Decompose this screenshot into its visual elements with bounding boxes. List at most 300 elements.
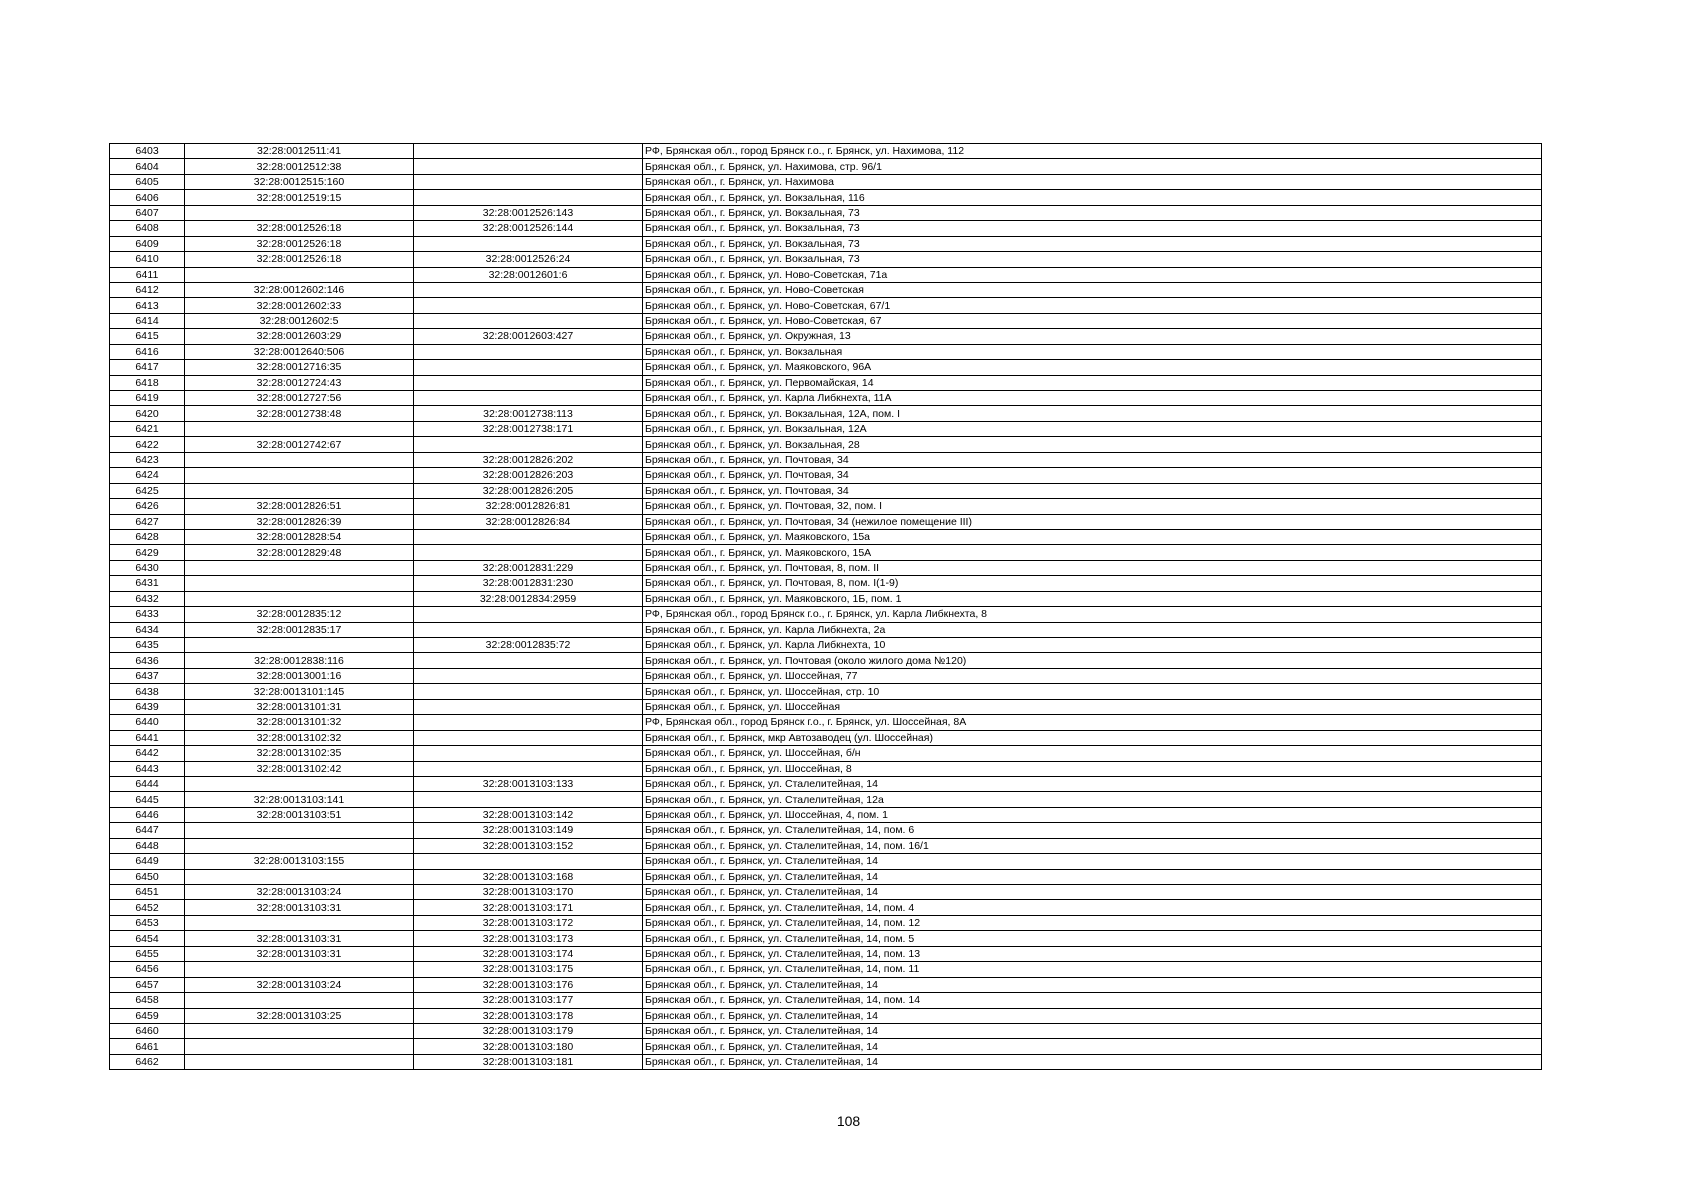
land-cadastral-number-cell: 32:28:0013101:32 bbox=[185, 715, 414, 730]
land-cadastral-number-cell: 32:28:0012826:51 bbox=[185, 499, 414, 514]
table-row bbox=[110, 329, 1542, 344]
address-cell: Брянская обл., г. Брянск, ул. Маяковского, 15а bbox=[643, 529, 1542, 544]
object-cadastral-number-cell bbox=[414, 391, 643, 406]
table-row bbox=[110, 313, 1542, 328]
address-cell: Брянская обл., г. Брянск, ул. Почтовая, 8, пом. I(1-9) bbox=[643, 576, 1542, 591]
row-number-cell: 6423 bbox=[110, 452, 185, 467]
table-row bbox=[110, 730, 1542, 745]
row-number-cell: 6454 bbox=[110, 931, 185, 946]
address-cell: Брянская обл., г. Брянск, ул. Шоссейная bbox=[643, 699, 1542, 714]
address-cell: Брянская обл., г. Брянск, ул. Маяковского, 15А bbox=[643, 545, 1542, 560]
row-number-cell: 6439 bbox=[110, 699, 185, 714]
table-row bbox=[110, 1023, 1542, 1038]
object-cadastral-number-cell bbox=[414, 792, 643, 807]
object-cadastral-number-cell bbox=[414, 144, 643, 159]
object-cadastral-number-cell bbox=[414, 761, 643, 776]
table-row bbox=[110, 900, 1542, 915]
object-cadastral-number-cell bbox=[414, 159, 643, 174]
address-cell: Брянская обл., г. Брянск, мкр Автозаводец (ул. Шоссейная) bbox=[643, 730, 1542, 745]
table-row bbox=[110, 174, 1542, 189]
object-cadastral-number-cell: 32:28:0013103:181 bbox=[414, 1054, 643, 1069]
address-cell: Брянская обл., г. Брянск, ул. Сталелитейная, 14 bbox=[643, 776, 1542, 791]
table-row bbox=[110, 622, 1542, 637]
table-row bbox=[110, 653, 1542, 668]
object-cadastral-number-cell: 32:28:0012738:171 bbox=[414, 421, 643, 436]
land-cadastral-number-cell: 32:28:0013103:141 bbox=[185, 792, 414, 807]
object-cadastral-number-cell bbox=[414, 529, 643, 544]
table-row bbox=[110, 1054, 1542, 1069]
object-cadastral-number-cell: 32:28:0012603:427 bbox=[414, 329, 643, 344]
address-cell: Брянская обл., г. Брянск, ул. Сталелитейная, 14 bbox=[643, 854, 1542, 869]
address-cell: Брянская обл., г. Брянск, ул. Сталелитейная, 14 bbox=[643, 885, 1542, 900]
land-cadastral-number-cell bbox=[185, 267, 414, 282]
address-cell: Брянская обл., г. Брянск, ул. Сталелитейная, 14, пом. 12 bbox=[643, 915, 1542, 930]
row-number-cell: 6415 bbox=[110, 329, 185, 344]
address-cell: Брянская обл., г. Брянск, ул. Окружная, 13 bbox=[643, 329, 1542, 344]
address-cell: Брянская обл., г. Брянск, ул. Сталелитейная, 14, пом. 4 bbox=[643, 900, 1542, 915]
object-cadastral-number-cell bbox=[414, 190, 643, 205]
land-cadastral-number-cell: 32:28:0013103:25 bbox=[185, 1008, 414, 1023]
row-number-cell: 6422 bbox=[110, 437, 185, 452]
row-number-cell: 6407 bbox=[110, 205, 185, 220]
row-number-cell: 6419 bbox=[110, 391, 185, 406]
row-number-cell: 6451 bbox=[110, 885, 185, 900]
object-cadastral-number-cell: 32:28:0013103:152 bbox=[414, 838, 643, 853]
address-cell: Брянская обл., г. Брянск, ул. Почтовая, 34 (нежилое помещение III) bbox=[643, 514, 1542, 529]
address-cell: Брянская обл., г. Брянск, ул. Почтовая (около жилого дома №120) bbox=[643, 653, 1542, 668]
object-cadastral-number-cell bbox=[414, 282, 643, 297]
object-cadastral-number-cell: 32:28:0013103:177 bbox=[414, 993, 643, 1008]
address-cell: Брянская обл., г. Брянск, ул. Карла Либкнехта, 2а bbox=[643, 622, 1542, 637]
address-cell: Брянская обл., г. Брянск, ул. Вокзальная, 116 bbox=[643, 190, 1542, 205]
row-number-cell: 6459 bbox=[110, 1008, 185, 1023]
registry-table-body bbox=[110, 144, 1542, 1070]
address-cell: Брянская обл., г. Брянск, ул. Ново-Советская bbox=[643, 282, 1542, 297]
object-cadastral-number-cell: 32:28:0013103:171 bbox=[414, 900, 643, 915]
land-cadastral-number-cell: 32:28:0013102:32 bbox=[185, 730, 414, 745]
object-cadastral-number-cell bbox=[414, 375, 643, 390]
object-cadastral-number-cell bbox=[414, 653, 643, 668]
land-cadastral-number-cell: 32:28:0013103:51 bbox=[185, 807, 414, 822]
land-cadastral-number-cell: 32:28:0013102:35 bbox=[185, 746, 414, 761]
land-cadastral-number-cell: 32:28:0012838:116 bbox=[185, 653, 414, 668]
row-number-cell: 6428 bbox=[110, 529, 185, 544]
table-row bbox=[110, 221, 1542, 236]
address-cell: Брянская обл., г. Брянск, ул. Сталелитейная, 14, пом. 13 bbox=[643, 946, 1542, 961]
page-number: 108 bbox=[836, 1113, 861, 1129]
land-cadastral-number-cell: 32:28:0013101:31 bbox=[185, 699, 414, 714]
row-number-cell: 6418 bbox=[110, 375, 185, 390]
address-cell: Брянская обл., г. Брянск, ул. Сталелитейная, 14 bbox=[643, 1039, 1542, 1054]
address-cell: Брянская обл., г. Брянск, ул. Вокзальная, 73 bbox=[643, 221, 1542, 236]
table-row bbox=[110, 499, 1542, 514]
land-cadastral-number-cell bbox=[185, 962, 414, 977]
object-cadastral-number-cell bbox=[414, 174, 643, 189]
address-cell: Брянская обл., г. Брянск, ул. Нахимова bbox=[643, 174, 1542, 189]
table-row bbox=[110, 360, 1542, 375]
address-cell: Брянская обл., г. Брянск, ул. Карла Либкнехта, 11А bbox=[643, 391, 1542, 406]
row-number-cell: 6460 bbox=[110, 1023, 185, 1038]
row-number-cell: 6404 bbox=[110, 159, 185, 174]
land-cadastral-number-cell: 32:28:0012526:18 bbox=[185, 221, 414, 236]
row-number-cell: 6411 bbox=[110, 267, 185, 282]
land-cadastral-number-cell bbox=[185, 776, 414, 791]
row-number-cell: 6416 bbox=[110, 344, 185, 359]
address-cell: Брянская обл., г. Брянск, ул. Карла Либкнехта, 10 bbox=[643, 638, 1542, 653]
land-cadastral-number-cell bbox=[185, 576, 414, 591]
address-cell: Брянская обл., г. Брянск, ул. Маяковского, 1Б, пом. 1 bbox=[643, 591, 1542, 606]
object-cadastral-number-cell: 32:28:0013103:142 bbox=[414, 807, 643, 822]
land-cadastral-number-cell: 32:28:0012835:12 bbox=[185, 607, 414, 622]
table-row bbox=[110, 838, 1542, 853]
table-row bbox=[110, 869, 1542, 884]
land-cadastral-number-cell bbox=[185, 205, 414, 220]
row-number-cell: 6421 bbox=[110, 421, 185, 436]
object-cadastral-number-cell: 32:28:0012834:2959 bbox=[414, 591, 643, 606]
table-row bbox=[110, 1008, 1542, 1023]
land-cadastral-number-cell: 32:28:0013103:31 bbox=[185, 931, 414, 946]
address-cell: Брянская обл., г. Брянск, ул. Шоссейная, 77 bbox=[643, 668, 1542, 683]
table-row bbox=[110, 823, 1542, 838]
row-number-cell: 6458 bbox=[110, 993, 185, 1008]
address-cell: Брянская обл., г. Брянск, ул. Почтовая, 8, пом. II bbox=[643, 560, 1542, 575]
land-cadastral-number-cell bbox=[185, 838, 414, 853]
address-cell: Брянская обл., г. Брянск, ул. Ново-Советская, 71а bbox=[643, 267, 1542, 282]
table-row bbox=[110, 483, 1542, 498]
land-cadastral-number-cell bbox=[185, 638, 414, 653]
object-cadastral-number-cell bbox=[414, 730, 643, 745]
object-cadastral-number-cell: 32:28:0012526:144 bbox=[414, 221, 643, 236]
table-row bbox=[110, 514, 1542, 529]
address-cell: Брянская обл., г. Брянск, ул. Почтовая, 34 bbox=[643, 468, 1542, 483]
row-number-cell: 6435 bbox=[110, 638, 185, 653]
table-row bbox=[110, 591, 1542, 606]
land-cadastral-number-cell: 32:28:0012835:17 bbox=[185, 622, 414, 637]
land-cadastral-number-cell: 32:28:0012511:41 bbox=[185, 144, 414, 159]
object-cadastral-number-cell: 32:28:0012826:203 bbox=[414, 468, 643, 483]
object-cadastral-number-cell bbox=[414, 360, 643, 375]
row-number-cell: 6440 bbox=[110, 715, 185, 730]
row-number-cell: 6444 bbox=[110, 776, 185, 791]
land-cadastral-number-cell: 32:28:0012512:38 bbox=[185, 159, 414, 174]
object-cadastral-number-cell: 32:28:0013103:173 bbox=[414, 931, 643, 946]
land-cadastral-number-cell: 32:28:0013101:145 bbox=[185, 684, 414, 699]
object-cadastral-number-cell bbox=[414, 854, 643, 869]
object-cadastral-number-cell: 32:28:0012826:202 bbox=[414, 452, 643, 467]
object-cadastral-number-cell: 32:28:0012826:81 bbox=[414, 499, 643, 514]
row-number-cell: 6414 bbox=[110, 313, 185, 328]
object-cadastral-number-cell bbox=[414, 607, 643, 622]
row-number-cell: 6430 bbox=[110, 560, 185, 575]
address-cell: Брянская обл., г. Брянск, ул. Почтовая, 32, пом. I bbox=[643, 499, 1542, 514]
table-row bbox=[110, 638, 1542, 653]
address-cell: Брянская обл., г. Брянск, ул. Шоссейная, стр. 10 bbox=[643, 684, 1542, 699]
land-cadastral-number-cell: 32:28:0012526:18 bbox=[185, 252, 414, 267]
land-cadastral-number-cell bbox=[185, 1023, 414, 1038]
address-cell: Брянская обл., г. Брянск, ул. Почтовая, 34 bbox=[643, 483, 1542, 498]
table-row bbox=[110, 576, 1542, 591]
object-cadastral-number-cell: 32:28:0012831:230 bbox=[414, 576, 643, 591]
table-row bbox=[110, 854, 1542, 869]
row-number-cell: 6436 bbox=[110, 653, 185, 668]
land-cadastral-number-cell: 32:28:0013103:24 bbox=[185, 885, 414, 900]
object-cadastral-number-cell: 32:28:0012526:143 bbox=[414, 205, 643, 220]
address-cell: Брянская обл., г. Брянск, ул. Первомайская, 14 bbox=[643, 375, 1542, 390]
land-cadastral-number-cell bbox=[185, 483, 414, 498]
row-number-cell: 6431 bbox=[110, 576, 185, 591]
object-cadastral-number-cell: 32:28:0013103:180 bbox=[414, 1039, 643, 1054]
address-cell: Брянская обл., г. Брянск, ул. Сталелитейная, 14, пом. 11 bbox=[643, 962, 1542, 977]
object-cadastral-number-cell: 32:28:0012826:205 bbox=[414, 483, 643, 498]
row-number-cell: 6417 bbox=[110, 360, 185, 375]
land-cadastral-number-cell bbox=[185, 421, 414, 436]
address-cell: Брянская обл., г. Брянск, ул. Маяковского, 96А bbox=[643, 360, 1542, 375]
address-cell: Брянская обл., г. Брянск, ул. Вокзальная, 73 bbox=[643, 236, 1542, 251]
table-row bbox=[110, 684, 1542, 699]
object-cadastral-number-cell bbox=[414, 746, 643, 761]
land-cadastral-number-cell: 32:28:0013103:24 bbox=[185, 977, 414, 992]
land-cadastral-number-cell bbox=[185, 993, 414, 1008]
table-row bbox=[110, 344, 1542, 359]
object-cadastral-number-cell bbox=[414, 298, 643, 313]
table-row bbox=[110, 375, 1542, 390]
object-cadastral-number-cell: 32:28:0013103:176 bbox=[414, 977, 643, 992]
row-number-cell: 6426 bbox=[110, 499, 185, 514]
row-number-cell: 6406 bbox=[110, 190, 185, 205]
land-cadastral-number-cell: 32:28:0012738:48 bbox=[185, 406, 414, 421]
object-cadastral-number-cell bbox=[414, 622, 643, 637]
table-row bbox=[110, 1039, 1542, 1054]
row-number-cell: 6453 bbox=[110, 915, 185, 930]
row-number-cell: 6434 bbox=[110, 622, 185, 637]
table-row bbox=[110, 560, 1542, 575]
land-cadastral-number-cell bbox=[185, 1039, 414, 1054]
object-cadastral-number-cell: 32:28:0013103:175 bbox=[414, 962, 643, 977]
address-cell: Брянская обл., г. Брянск, ул. Нахимова, стр. 96/1 bbox=[643, 159, 1542, 174]
row-number-cell: 6462 bbox=[110, 1054, 185, 1069]
land-cadastral-number-cell: 32:28:0012602:5 bbox=[185, 313, 414, 328]
address-cell: Брянская обл., г. Брянск, ул. Почтовая, 34 bbox=[643, 452, 1542, 467]
row-number-cell: 6405 bbox=[110, 174, 185, 189]
land-cadastral-number-cell bbox=[185, 915, 414, 930]
table-row bbox=[110, 190, 1542, 205]
object-cadastral-number-cell: 32:28:0013103:133 bbox=[414, 776, 643, 791]
land-cadastral-number-cell: 32:28:0012603:29 bbox=[185, 329, 414, 344]
row-number-cell: 6441 bbox=[110, 730, 185, 745]
address-cell: Брянская обл., г. Брянск, ул. Ново-Советская, 67/1 bbox=[643, 298, 1542, 313]
object-cadastral-number-cell bbox=[414, 545, 643, 560]
address-cell: Брянская обл., г. Брянск, ул. Вокзальная bbox=[643, 344, 1542, 359]
row-number-cell: 6412 bbox=[110, 282, 185, 297]
row-number-cell: 6457 bbox=[110, 977, 185, 992]
object-cadastral-number-cell bbox=[414, 437, 643, 452]
row-number-cell: 6446 bbox=[110, 807, 185, 822]
table-row bbox=[110, 468, 1542, 483]
table-row bbox=[110, 792, 1542, 807]
table-row bbox=[110, 452, 1542, 467]
address-cell: РФ, Брянская обл., город Брянск г.о., г. Брянск, ул. Нахимова, 112 bbox=[643, 144, 1542, 159]
land-cadastral-number-cell: 32:28:0012828:54 bbox=[185, 529, 414, 544]
land-cadastral-number-cell: 32:28:0012640:506 bbox=[185, 344, 414, 359]
table-row bbox=[110, 915, 1542, 930]
land-cadastral-number-cell: 32:28:0012716:35 bbox=[185, 360, 414, 375]
land-cadastral-number-cell: 32:28:0012826:39 bbox=[185, 514, 414, 529]
table-row bbox=[110, 715, 1542, 730]
address-cell: Брянская обл., г. Брянск, ул. Сталелитейная, 14 bbox=[643, 1054, 1542, 1069]
table-row bbox=[110, 421, 1542, 436]
table-row bbox=[110, 607, 1542, 622]
address-cell: Брянская обл., г. Брянск, ул. Вокзальная, 73 bbox=[643, 252, 1542, 267]
row-number-cell: 6452 bbox=[110, 900, 185, 915]
table-row bbox=[110, 391, 1542, 406]
row-number-cell: 6427 bbox=[110, 514, 185, 529]
object-cadastral-number-cell: 32:28:0013103:178 bbox=[414, 1008, 643, 1023]
land-cadastral-number-cell: 32:28:0012519:15 bbox=[185, 190, 414, 205]
address-cell: Брянская обл., г. Брянск, ул. Вокзальная, 28 bbox=[643, 437, 1542, 452]
object-cadastral-number-cell: 32:28:0012831:229 bbox=[414, 560, 643, 575]
object-cadastral-number-cell bbox=[414, 684, 643, 699]
object-cadastral-number-cell bbox=[414, 715, 643, 730]
object-cadastral-number-cell: 32:28:0013103:168 bbox=[414, 869, 643, 884]
table-row bbox=[110, 298, 1542, 313]
object-cadastral-number-cell bbox=[414, 236, 643, 251]
row-number-cell: 6447 bbox=[110, 823, 185, 838]
table-row bbox=[110, 282, 1542, 297]
address-cell: Брянская обл., г. Брянск, ул. Шоссейная, 4, пом. 1 bbox=[643, 807, 1542, 822]
table-row bbox=[110, 761, 1542, 776]
address-cell: Брянская обл., г. Брянск, ул. Вокзальная, 12А, пом. I bbox=[643, 406, 1542, 421]
row-number-cell: 6450 bbox=[110, 869, 185, 884]
object-cadastral-number-cell: 32:28:0012738:113 bbox=[414, 406, 643, 421]
row-number-cell: 6408 bbox=[110, 221, 185, 236]
address-cell: Брянская обл., г. Брянск, ул. Сталелитейная, 14, пом. 5 bbox=[643, 931, 1542, 946]
object-cadastral-number-cell: 32:28:0012835:72 bbox=[414, 638, 643, 653]
table-row bbox=[110, 699, 1542, 714]
table-row bbox=[110, 144, 1542, 159]
row-number-cell: 6438 bbox=[110, 684, 185, 699]
table-row bbox=[110, 776, 1542, 791]
table-row bbox=[110, 205, 1542, 220]
address-cell: Брянская обл., г. Брянск, ул. Шоссейная, б/н bbox=[643, 746, 1542, 761]
object-cadastral-number-cell: 32:28:0013103:174 bbox=[414, 946, 643, 961]
address-cell: РФ, Брянская обл., город Брянск г.о., г. Брянск, ул. Шоссейная, 8А bbox=[643, 715, 1542, 730]
address-cell: Брянская обл., г. Брянск, ул. Сталелитейная, 14 bbox=[643, 869, 1542, 884]
table-row bbox=[110, 931, 1542, 946]
land-cadastral-number-cell: 32:28:0013103:31 bbox=[185, 946, 414, 961]
land-cadastral-number-cell: 32:28:0012727:56 bbox=[185, 391, 414, 406]
row-number-cell: 6455 bbox=[110, 946, 185, 961]
table-row bbox=[110, 668, 1542, 683]
land-cadastral-number-cell: 32:28:0013103:31 bbox=[185, 900, 414, 915]
table-row bbox=[110, 159, 1542, 174]
address-cell: Брянская обл., г. Брянск, ул. Вокзальная, 73 bbox=[643, 205, 1542, 220]
land-cadastral-number-cell bbox=[185, 560, 414, 575]
table-row bbox=[110, 267, 1542, 282]
address-cell: Брянская обл., г. Брянск, ул. Сталелитейная, 14, пом. 14 bbox=[643, 993, 1542, 1008]
land-cadastral-number-cell bbox=[185, 1054, 414, 1069]
land-cadastral-number-cell: 32:28:0012526:18 bbox=[185, 236, 414, 251]
address-cell: Брянская обл., г. Брянск, ул. Вокзальная, 12А bbox=[643, 421, 1542, 436]
address-cell: Брянская обл., г. Брянск, ул. Сталелитейная, 12а bbox=[643, 792, 1542, 807]
table-row bbox=[110, 885, 1542, 900]
land-cadastral-number-cell: 32:28:0013103:155 bbox=[185, 854, 414, 869]
row-number-cell: 6420 bbox=[110, 406, 185, 421]
object-cadastral-number-cell: 32:28:0013103:170 bbox=[414, 885, 643, 900]
row-number-cell: 6433 bbox=[110, 607, 185, 622]
land-cadastral-number-cell: 32:28:0013102:42 bbox=[185, 761, 414, 776]
object-cadastral-number-cell bbox=[414, 313, 643, 328]
object-cadastral-number-cell: 32:28:0013103:149 bbox=[414, 823, 643, 838]
object-cadastral-number-cell bbox=[414, 699, 643, 714]
table-row bbox=[110, 236, 1542, 251]
row-number-cell: 6448 bbox=[110, 838, 185, 853]
table-row bbox=[110, 437, 1542, 452]
land-cadastral-number-cell: 32:28:0012829:48 bbox=[185, 545, 414, 560]
table-row bbox=[110, 406, 1542, 421]
row-number-cell: 6432 bbox=[110, 591, 185, 606]
object-cadastral-number-cell: 32:28:0012526:24 bbox=[414, 252, 643, 267]
row-number-cell: 6443 bbox=[110, 761, 185, 776]
table-row bbox=[110, 529, 1542, 544]
row-number-cell: 6442 bbox=[110, 746, 185, 761]
address-cell: РФ, Брянская обл., город Брянск г.о., г. Брянск, ул. Карла Либкнехта, 8 bbox=[643, 607, 1542, 622]
land-cadastral-number-cell bbox=[185, 468, 414, 483]
address-cell: Брянская обл., г. Брянск, ул. Сталелитейная, 14, пом. 16/1 bbox=[643, 838, 1542, 853]
object-cadastral-number-cell bbox=[414, 668, 643, 683]
table-row bbox=[110, 993, 1542, 1008]
row-number-cell: 6456 bbox=[110, 962, 185, 977]
object-cadastral-number-cell bbox=[414, 344, 643, 359]
row-number-cell: 6410 bbox=[110, 252, 185, 267]
row-number-cell: 6429 bbox=[110, 545, 185, 560]
object-cadastral-number-cell: 32:28:0012601:6 bbox=[414, 267, 643, 282]
table-row bbox=[110, 946, 1542, 961]
row-number-cell: 6424 bbox=[110, 468, 185, 483]
row-number-cell: 6449 bbox=[110, 854, 185, 869]
row-number-cell: 6409 bbox=[110, 236, 185, 251]
address-cell: Брянская обл., г. Брянск, ул. Сталелитейная, 14 bbox=[643, 977, 1542, 992]
table-row bbox=[110, 977, 1542, 992]
table-row bbox=[110, 252, 1542, 267]
row-number-cell: 6425 bbox=[110, 483, 185, 498]
registry-table bbox=[109, 143, 1542, 1070]
land-cadastral-number-cell: 32:28:0012742:67 bbox=[185, 437, 414, 452]
land-cadastral-number-cell: 32:28:0012602:146 bbox=[185, 282, 414, 297]
address-cell: Брянская обл., г. Брянск, ул. Сталелитейная, 14, пом. 6 bbox=[643, 823, 1542, 838]
row-number-cell: 6445 bbox=[110, 792, 185, 807]
address-cell: Брянская обл., г. Брянск, ул. Ново-Советская, 67 bbox=[643, 313, 1542, 328]
row-number-cell: 6437 bbox=[110, 668, 185, 683]
address-cell: Брянская обл., г. Брянск, ул. Сталелитейная, 14 bbox=[643, 1008, 1542, 1023]
land-cadastral-number-cell: 32:28:0013001:16 bbox=[185, 668, 414, 683]
object-cadastral-number-cell: 32:28:0012826:84 bbox=[414, 514, 643, 529]
table-row bbox=[110, 545, 1542, 560]
table-row bbox=[110, 962, 1542, 977]
table-row bbox=[110, 807, 1542, 822]
land-cadastral-number-cell: 32:28:0012515:160 bbox=[185, 174, 414, 189]
land-cadastral-number-cell: 32:28:0012724:43 bbox=[185, 375, 414, 390]
land-cadastral-number-cell bbox=[185, 823, 414, 838]
object-cadastral-number-cell: 32:28:0013103:172 bbox=[414, 915, 643, 930]
land-cadastral-number-cell bbox=[185, 869, 414, 884]
row-number-cell: 6403 bbox=[110, 144, 185, 159]
land-cadastral-number-cell: 32:28:0012602:33 bbox=[185, 298, 414, 313]
address-cell: Брянская обл., г. Брянск, ул. Шоссейная, 8 bbox=[643, 761, 1542, 776]
row-number-cell: 6413 bbox=[110, 298, 185, 313]
row-number-cell: 6461 bbox=[110, 1039, 185, 1054]
table-row bbox=[110, 746, 1542, 761]
object-cadastral-number-cell: 32:28:0013103:179 bbox=[414, 1023, 643, 1038]
